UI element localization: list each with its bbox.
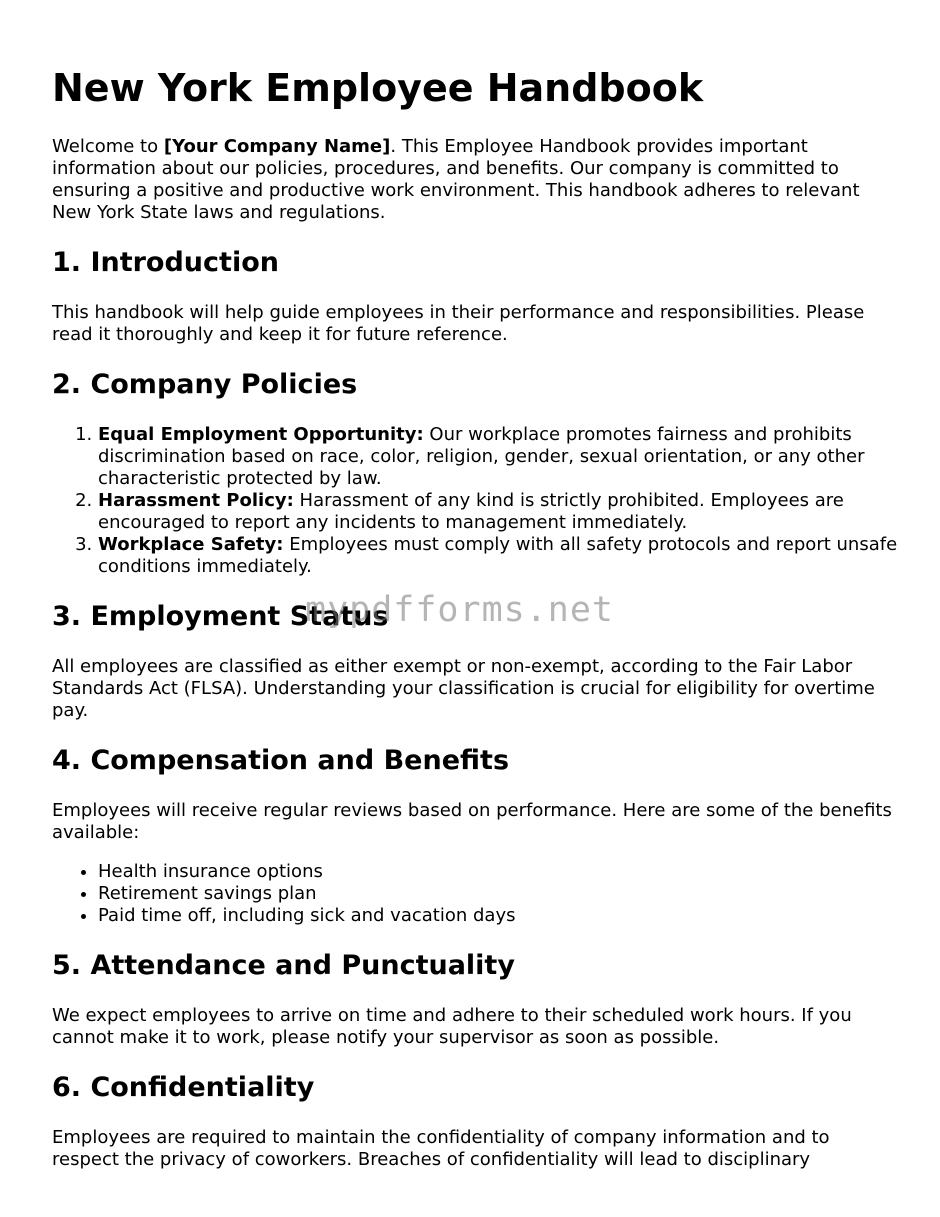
section-text: All employees are classified as either exempt or non-exempt, according to the Fair Labor Standards Act (FLSA). Understanding your classification is crucial for eligibility for overtime pay.: [52, 656, 875, 721]
section-text: We expect employees to arrive on time and adhere to their scheduled work hours. If you cannot make it to work, please notify your supervisor as soon as possible.: [52, 1005, 852, 1048]
list-item: • Paid time off, including sick and vacation days: [98, 905, 902, 927]
intro-suffix: . This Employee Handbook provides important information about our policies, procedures, and benefits. Our company is committed to ensuring a positive and productive work environment. This handbook adheres to relevant New York State laws and regulations.: [52, 136, 860, 223]
section-text: Employees are required to maintain the confidentiality of company information and to respect the privacy of coworkers. Breaches of confidentiality will lead to disciplinary: [52, 1127, 830, 1170]
section-company-policies: [52, 368, 902, 578]
policy-text: Our workplace promotes fairness and prohibits discrimination based on race, color, religion, gender, sexual orientation, or any other characteristic protected by law.: [98, 424, 865, 489]
section-heading: 6. Confidentiality: [52, 1072, 315, 1103]
page-title: New York Employee Handbook: [52, 66, 704, 110]
section-introduction: [52, 246, 902, 346]
policy-text: Harassment of any kind is strictly prohibited. Employees are encouraged to report any incidents to management immediately.: [98, 490, 844, 533]
section-heading: 4. Compensation and Benefits: [52, 745, 510, 776]
intro-paragraph: [52, 136, 902, 224]
section-attendance: [52, 949, 902, 1049]
benefits-list: [52, 861, 902, 927]
watermark: mypdfforms.net: [305, 590, 615, 630]
policy-text: Employees must comply with all safety protocols and report unsafe conditions immediately.: [98, 534, 898, 577]
section-heading: 3. Employment Status: [52, 601, 389, 632]
company-name-placeholder: [Your Company Name]: [163, 136, 391, 157]
section-text: Employees will receive regular reviews based on performance. Here are some of the benefits available:: [52, 800, 892, 843]
list-item: [98, 534, 902, 578]
list-item: [98, 424, 902, 490]
policies-list: [52, 424, 902, 578]
section-heading: 5. Attendance and Punctuality: [52, 950, 515, 981]
intro-prefix: Welcome to: [52, 136, 164, 157]
list-item: • Health insurance options: [98, 861, 902, 883]
list-item: • Retirement savings plan: [98, 883, 902, 905]
section-text: This handbook will help guide employees in their performance and responsibilities. Please read it thoroughly and keep it for future reference.: [52, 302, 865, 345]
policy-term: Equal Employment Opportunity:: [98, 424, 424, 445]
section-compensation-benefits: [52, 744, 902, 927]
policy-term: Workplace Safety:: [98, 534, 284, 555]
section-heading: 2. Company Policies: [52, 369, 358, 400]
list-item: [98, 490, 902, 534]
section-heading: 1. Introduction: [52, 247, 279, 278]
section-confidentiality: [52, 1071, 902, 1171]
policy-term: Harassment Policy:: [98, 490, 294, 511]
